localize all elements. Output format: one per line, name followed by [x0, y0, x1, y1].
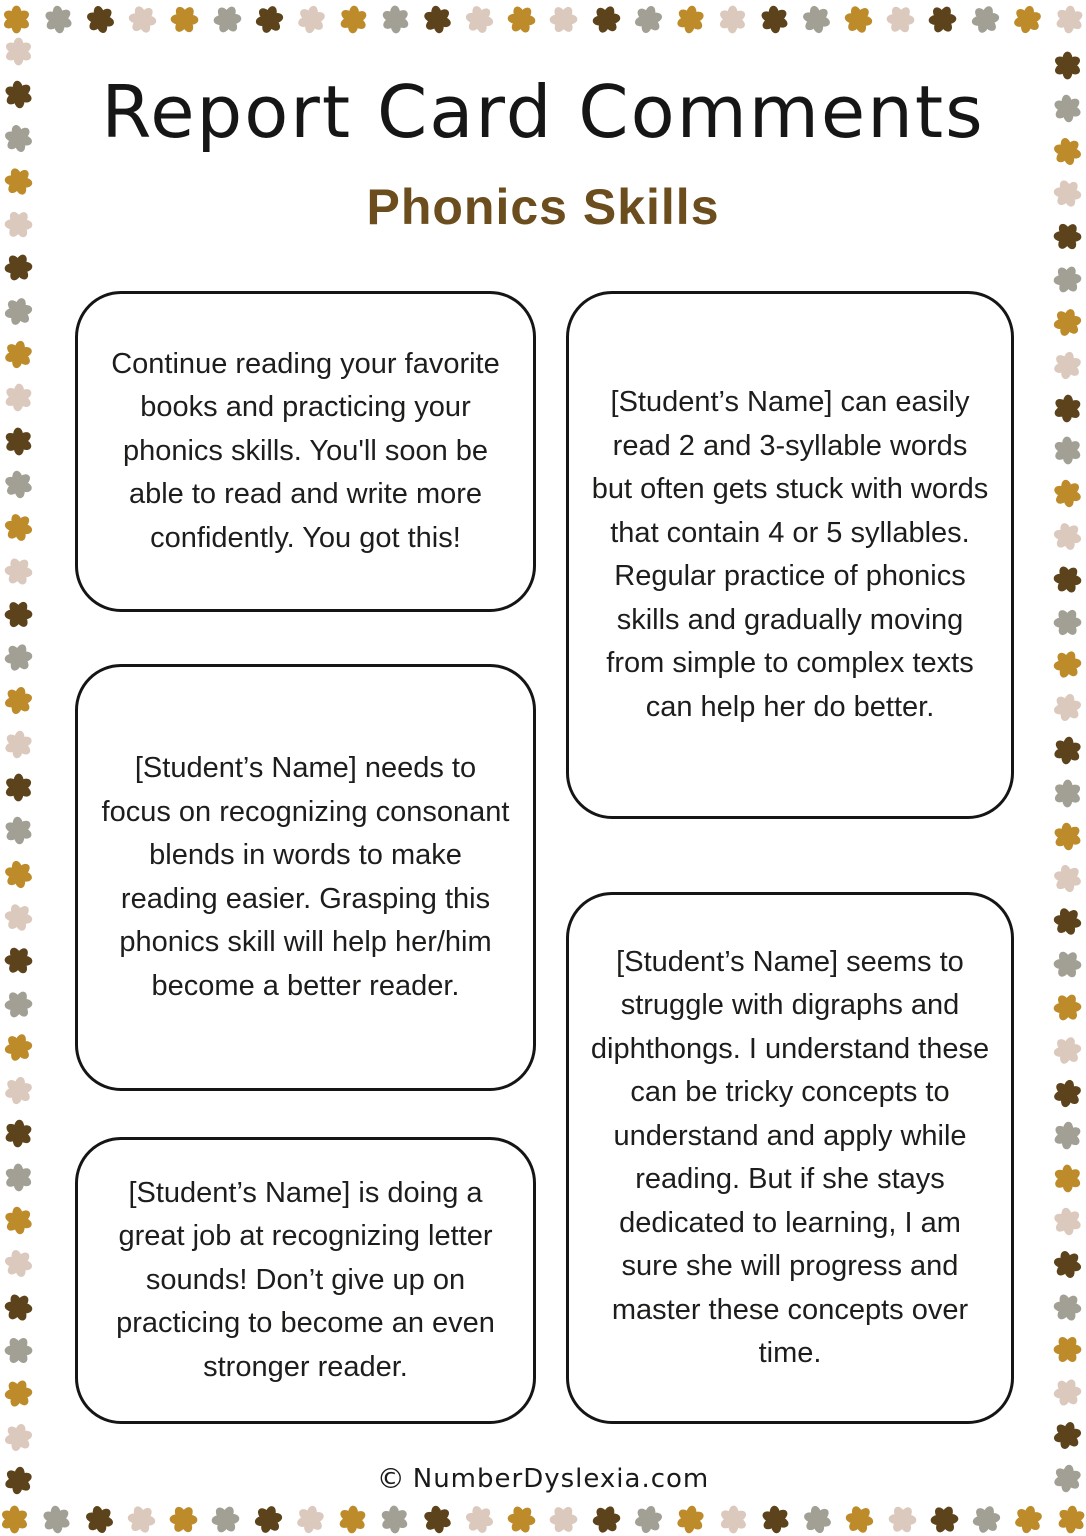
- page-subtitle: Phonics Skills: [366, 179, 720, 235]
- flower-icon: [3, 989, 34, 1020]
- flower-icon: [249, 0, 290, 39]
- flower-icon: [376, 0, 415, 39]
- flower-icon: [1047, 945, 1086, 985]
- flower-icon: [210, 1503, 241, 1534]
- flower-icon: [754, 0, 795, 39]
- comment-card-5: [566, 892, 1014, 1424]
- flower-icon: [881, 0, 921, 39]
- flower-icon: [927, 4, 958, 35]
- flower-icon: [631, 1501, 667, 1536]
- flower-icon: [0, 594, 38, 634]
- flower-icon: [0, 507, 38, 548]
- flower-icon: [798, 1, 834, 37]
- flower-icon: [1052, 779, 1082, 809]
- flower-icon: [2, 1291, 34, 1323]
- flower-icon: [124, 0, 161, 37]
- flower-icon: [1, 468, 35, 502]
- flower-icon: [965, 0, 1006, 39]
- flower-icon: [2, 555, 34, 587]
- flower-icon: [420, 1502, 454, 1536]
- flower-icon: [755, 1499, 796, 1536]
- comment-card-3: [75, 1137, 536, 1424]
- flower-icon: [0, 724, 38, 765]
- flower-icon: [1049, 690, 1085, 726]
- flower-icon: [0, 1115, 37, 1154]
- comment-text-2: [Student’s Name] needs to focus on recognizing consonant blends in words to make reading easier. Grasping this phonics skill will help her/him become a better reader.: [101, 752, 510, 1002]
- flower-icon: [587, 1500, 625, 1536]
- flower-icon: [294, 2, 328, 36]
- comment-card-1: [75, 291, 536, 612]
- flower-icon: [1047, 1159, 1086, 1198]
- footer-site-name: NumberDyslexia.com: [412, 1464, 710, 1494]
- flower-icon: [0, 811, 38, 852]
- flower-icon: [506, 3, 538, 35]
- flower-icon: [1047, 431, 1086, 470]
- flower-icon: [36, 1499, 77, 1536]
- flower-icon: [459, 1499, 500, 1536]
- flower-icon: [1047, 516, 1086, 557]
- flower-icon: [1050, 348, 1084, 382]
- flower-icon: [1047, 816, 1086, 857]
- flower-icon: [334, 0, 373, 38]
- flower-icon: [164, 1499, 204, 1536]
- flower-icon: [0, 1158, 38, 1197]
- border-top: [2, 3, 1084, 35]
- flower-icon: [1, 338, 35, 372]
- flower-icon: [799, 1501, 835, 1536]
- flower-icon: [670, 1499, 711, 1536]
- flower-icon: [670, 0, 711, 39]
- flower-icon: [1012, 1502, 1046, 1536]
- footer: [0, 1462, 1086, 1495]
- flower-icon: [1050, 1076, 1084, 1110]
- flower-icon: [2, 5, 31, 34]
- flower-icon: [3, 773, 33, 803]
- flower-icon: [248, 1499, 289, 1536]
- flower-icon: [1048, 1374, 1086, 1412]
- flower-icon: [1052, 1500, 1086, 1536]
- flower-icon: [2, 252, 33, 283]
- flower-icon: [630, 1, 666, 37]
- flower-icon: [544, 1499, 584, 1536]
- flower-icon: [0, 941, 38, 981]
- flower-icon: [0, 899, 37, 936]
- flower-icon: [0, 1243, 39, 1284]
- comment-card-4: [566, 291, 1014, 819]
- flower-icon: [81, 1501, 117, 1536]
- flower-icon: [1049, 1418, 1084, 1453]
- flower-icon: [1050, 0, 1086, 38]
- flower-icon: [0, 683, 36, 719]
- flower-icon: [0, 1505, 29, 1534]
- flower-icon: [544, 0, 584, 39]
- flower-icon: [1047, 730, 1086, 771]
- flower-icon: [1010, 2, 1044, 36]
- copyright-icon: ©: [376, 1462, 406, 1495]
- flower-icon: [1046, 1244, 1086, 1285]
- flower-icon: [83, 1, 119, 37]
- flower-icon: [1047, 302, 1086, 343]
- flower-icon: [1047, 1030, 1086, 1071]
- flower-icon: [1048, 903, 1085, 940]
- flower-icon: [0, 1331, 38, 1371]
- flower-icon: [1048, 389, 1086, 428]
- flower-icon: [1047, 1330, 1086, 1370]
- border-bottom: [0, 1503, 1086, 1535]
- flower-icon: [0, 639, 37, 677]
- comment-text-4: [Student’s Name] can easily read 2 and 3-syllable words but often gets stuck with words that contain 4 or 5 syllables. Regular practice of phonics skills and gradually moving from simple to complex texts can help her do better.: [591, 386, 989, 723]
- flower-icon: [333, 1500, 372, 1536]
- comment-text-1: Continue reading your favorite books and practicing your phonics skills. You'll soon be able to read and write more confidently. You got this!: [111, 347, 500, 554]
- flower-icon: [211, 3, 242, 34]
- flower-icon: [0, 1375, 37, 1413]
- flower-icon: [1050, 477, 1084, 511]
- flower-icon: [966, 1499, 1007, 1536]
- flower-icon: [1051, 1291, 1083, 1323]
- flower-icon: [0, 856, 36, 892]
- flower-icon: [718, 1504, 748, 1534]
- flower-icon: [840, 0, 877, 37]
- comment-text-5: [Student’s Name] seems to struggle with digraphs and diphthongs. I understand these can be tricky concepts to understand and apply while reading. But if she stays dedicated to learning, I am sure she will progress and master these concepts over time.: [590, 945, 990, 1369]
- comment-text-3: [Student’s Name] is doing a great job at recognizing letter sounds! Don’t give up on practicing to become an even stronger reader.: [116, 1176, 495, 1383]
- flower-icon: [929, 1504, 960, 1535]
- flower-icon: [1047, 602, 1086, 642]
- flower-icon: [882, 1499, 922, 1536]
- border-right: [1052, 51, 1082, 1493]
- border-left: [3, 37, 33, 1495]
- flower-icon: [587, 0, 625, 38]
- flower-icon: [1052, 992, 1083, 1023]
- flower-icon: [1, 1073, 35, 1107]
- flower-icon: [0, 422, 38, 461]
- flower-icon: [38, 0, 79, 39]
- flower-icon: [841, 1500, 878, 1536]
- flower-icon: [718, 4, 748, 34]
- flower-icon: [1051, 563, 1083, 595]
- flower-icon: [1048, 1117, 1086, 1156]
- flower-icon: [1049, 861, 1085, 897]
- flower-icon: [375, 1499, 414, 1536]
- flower-icon: [506, 1503, 538, 1535]
- flower-icon: [421, 2, 455, 36]
- flower-icon: [165, 0, 205, 39]
- flower-icon: [0, 378, 37, 417]
- flower-icon: [123, 1500, 160, 1536]
- page-title: Report Card Comments: [101, 70, 985, 154]
- flower-icon: [0, 1027, 38, 1068]
- flower-icon: [459, 0, 500, 39]
- comment-card-2: [75, 664, 536, 1091]
- flower-icon: [4, 37, 33, 66]
- flower-icon: [293, 1502, 327, 1536]
- flower-icon: [1, 1204, 34, 1237]
- flower-icon: [1050, 1205, 1083, 1238]
- flower-icon: [1051, 264, 1082, 295]
- flower-icon: [0, 291, 38, 332]
- flower-icon: [1048, 646, 1086, 684]
- flower-icon: [0, 1419, 35, 1454]
